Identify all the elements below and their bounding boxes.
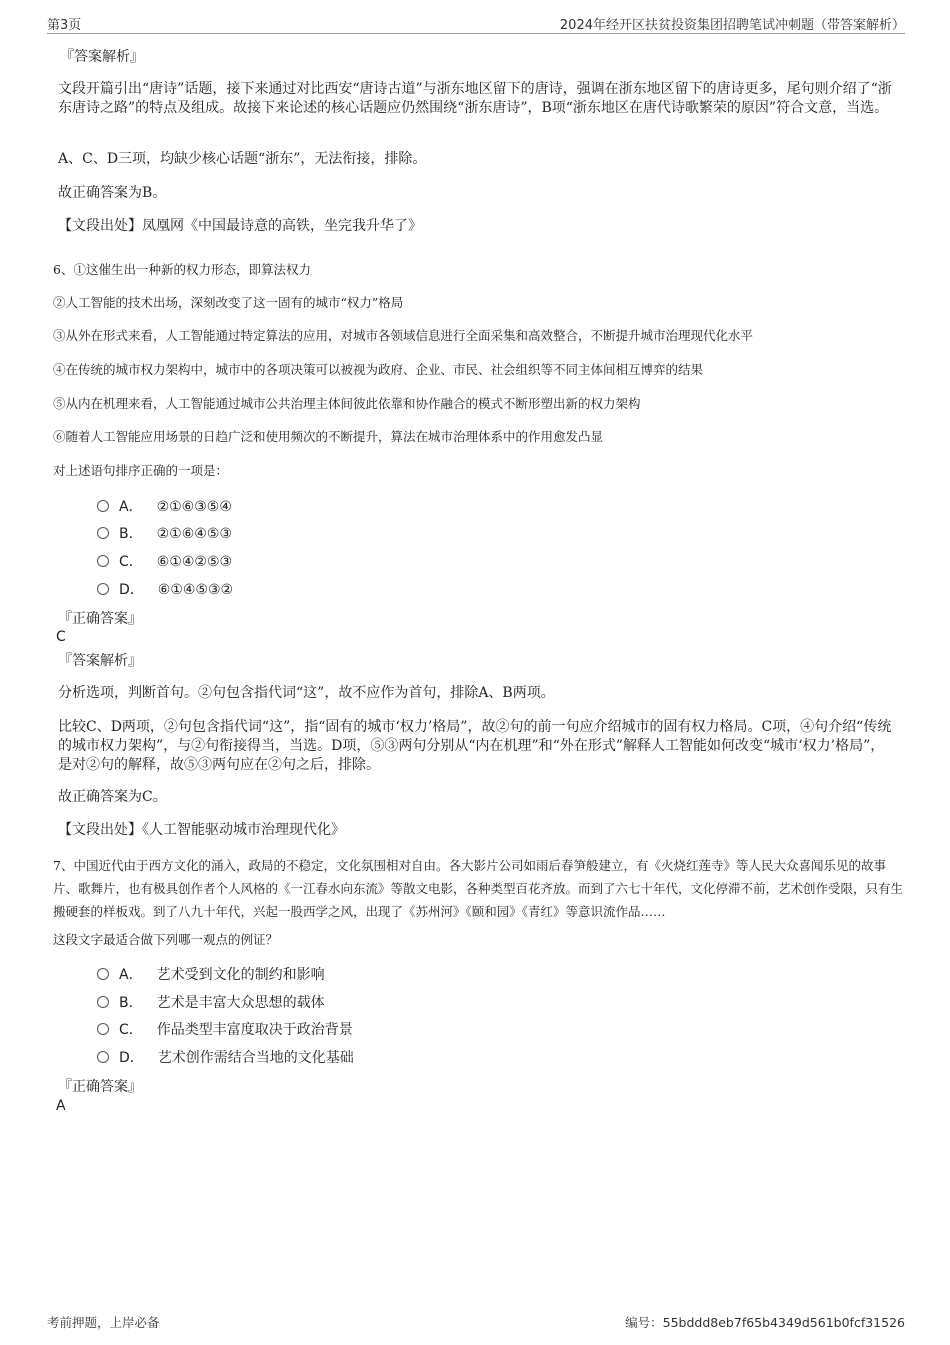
document-code: 编号：55bddd8eb7f65b4349d561b0fcf31526 [625, 1315, 905, 1330]
question-line: ⑥随着人工智能应用场景的日趋广泛和使用频次的不断提升，算法在城市治理体系中的作用愈发凸显 [53, 429, 604, 444]
option-a[interactable]: A． 艺术受到文化的制约和影响 [97, 965, 325, 985]
answer-label: 『正确答案』 [58, 611, 142, 627]
question-line: ④在传统的城市权力架构中，城市中的各项决策可以被视为政府、企业、市民、社会组织等不同主体间相互博弈的结果 [53, 362, 704, 377]
analysis-conclusion: 故正确答案为C。 [58, 789, 167, 805]
analysis-paragraph: A、C、D三项，均缺少核心话题“浙东”，无法衔接，排除。 [58, 151, 427, 167]
question-stem: 7、中国近代由于西方文化的涌入，政局的不稳定，文化氛围相对自由。各大影片公司如雨后春笋般建立，有《火烧红莲寺》等人民大众喜闻乐见的故事片、歌舞片，也有极具创作者个人风格的《一江春水向东流》等散文电影，各种类型百花齐放。而到了六七十年代，文化停滞不前，艺术创作受限，只有生搬硬套的样板戏。到了八九十年代，兴起一股西学之风，出现了《苏州河》《颐和园》《青红》等意识流作品…… [53, 858, 904, 919]
option-c[interactable]: C． 作品类型丰富度取决于政治背景 [97, 1020, 353, 1040]
radio-icon[interactable] [97, 1023, 109, 1035]
option-c[interactable]: C． ⑥①④②⑤③ [97, 552, 232, 572]
question-prompt: 对上述语句排序正确的一项是： [53, 463, 229, 478]
page-number: 第3页 [47, 18, 82, 33]
analysis-label: 『答案解析』 [58, 653, 142, 669]
page-header [47, 14, 905, 34]
footer-slogan: 考前押题，上岸必备 [47, 1315, 160, 1330]
option-b[interactable]: B． ②①⑥④⑤③ [97, 524, 232, 544]
question-line: ③从外在形式来看，人工智能通过特定算法的应用，对城市各领域信息进行全面采集和高效整合，不断提升城市治理现代化水平 [53, 328, 754, 343]
radio-icon[interactable] [97, 583, 109, 595]
question-line: ⑤从内在机理来看，人工智能通过城市公共治理主体间彼此依靠和协作融合的模式不断形塑出新的权力架构 [53, 396, 641, 411]
option-b[interactable]: B． 艺术是丰富大众思想的载体 [97, 993, 325, 1013]
radio-icon[interactable] [97, 996, 109, 1008]
analysis-label: 『答案解析』 [60, 49, 144, 65]
question-line: ②人工智能的技术出场，深刻改变了这一固有的城市“权力”格局 [53, 295, 404, 310]
source-citation: 【文段出处】凤凰网《中国最诗意的高铁，坐完我升华了》 [58, 218, 422, 234]
answer-label: 『正确答案』 [58, 1079, 142, 1095]
question-prompt: 这段文字最适合做下列哪一观点的例证？ [53, 932, 279, 947]
analysis-paragraph: 比较C、D两项，②句包含指代词“这”，指“固有的城市‘权力’格局”，故②句的前一句应介绍城市的固有权力格局。C项，④句介绍“传统的城市权力架构”，与②句衔接得当，当选。D项，⑤③两句分别从“内在机理”和“外在形式”解释人工智能如何改变“城市‘权力’格局”，是对②句的解释，故⑤③两句应在②句之后，排除。 [58, 719, 892, 773]
correct-answer: C [56, 629, 66, 645]
option-d[interactable]: D． 艺术创作需结合当地的文化基础 [97, 1048, 354, 1068]
analysis-conclusion: 故正确答案为B。 [58, 185, 167, 201]
radio-icon[interactable] [97, 500, 109, 512]
option-d[interactable]: D． ⑥①④⑤③② [97, 580, 233, 600]
source-citation: 【文段出处】《人工智能驱动城市治理现代化》 [58, 822, 345, 838]
analysis-paragraph: 文段开篇引出“唐诗”话题，接下来通过对比西安“唐诗古道”与浙东地区留下的唐诗，强调在浙东地区留下的唐诗更多，尾句则介绍了“浙东唐诗之路”的特点及组成。故接下来论述的核心话题应仍然围绕“浙东唐诗”，B项“浙东地区在唐代诗歌繁荣的原因”符合文意，当选。 [58, 81, 892, 116]
radio-icon[interactable] [97, 1051, 109, 1063]
option-a[interactable]: A． ②①⑥③⑤④ [97, 497, 232, 517]
correct-answer: A [56, 1098, 66, 1114]
radio-icon[interactable] [97, 527, 109, 539]
radio-icon[interactable] [97, 968, 109, 980]
question-line: 6、①这催生出一种新的权力形态，即算法权力 [53, 262, 311, 277]
radio-icon[interactable] [97, 555, 109, 567]
analysis-paragraph: 分析选项，判断首句。②句包含指代词“这”，故不应作为首句，排除A、B两项。 [58, 685, 555, 701]
document-title: 2024年经开区扶贫投资集团招聘笔试冲刺题（带答案解析） [559, 18, 905, 33]
